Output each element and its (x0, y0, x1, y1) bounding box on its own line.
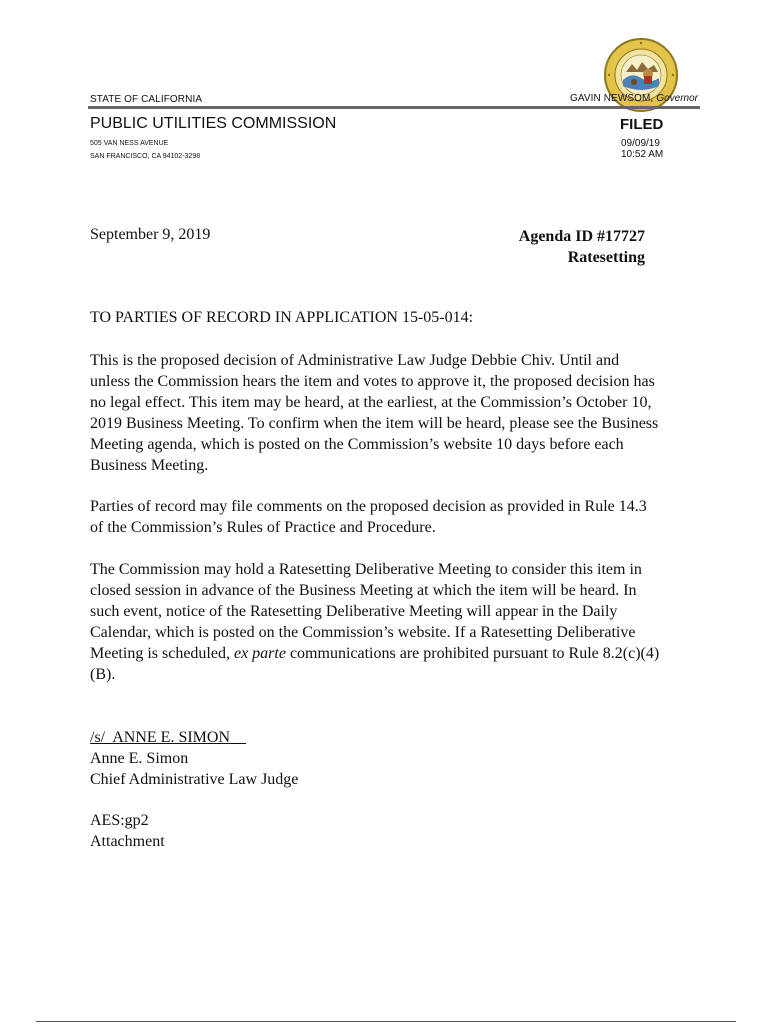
agenda-id: Agenda ID #17727 (518, 228, 645, 245)
paragraph-deliberative-text: The Commission may hold a Ratesetting Deliberative Meeting to consider this item in closed session in advance of the Business Meeting at which the item will be heard. In such event, notice of the Ratesetting Deliberative Meeting will appear in the Daily Calendar, which is posted on the Commission’s website. If a Ratesetting Deliberative Meeting is scheduled, (90, 561, 642, 662)
signer-name: Anne E. Simon (90, 750, 189, 767)
agenda-type: Ratesetting (567, 249, 645, 266)
governor-title: Governor (656, 93, 698, 104)
header-rule (88, 106, 700, 109)
reference-block (90, 810, 165, 852)
address-city: SAN FRANCISCO, CA 94102-3298 (90, 153, 201, 160)
signature-line: /s/ ANNE E. SIMON (90, 729, 247, 746)
signer-title: Chief Administrative Law Judge (90, 771, 299, 788)
page-bottom-rule (36, 1021, 736, 1022)
letter-date: September 9, 2019 (90, 226, 211, 243)
filed-date: 09/09/19 (621, 138, 660, 149)
address-street: 505 VAN NESS AVENUE (90, 140, 169, 147)
signature-block (90, 727, 298, 790)
agenda-block (519, 226, 645, 268)
agency-name: PUBLIC UTILITIES COMMISSION (90, 115, 337, 132)
filed-time: 10:52 AM (621, 149, 664, 160)
paragraph-comments: Parties of record may file comments on the proposed decision as provided in Rule 14.3 of the Commission’s Rules of Practice and Procedure. (90, 498, 647, 536)
ex-parte-term: ex parte (233, 645, 286, 662)
governor-name: GAVIN NEWSOM, (569, 93, 654, 104)
paragraph-deliberative-meeting (90, 559, 660, 685)
attachment-note: Attachment (90, 833, 165, 850)
reference-initials: AES:gp2 (90, 812, 149, 829)
salutation: TO PARTIES OF RECORD IN APPLICATION 15-05-014: (90, 309, 474, 326)
paragraph-deliberative-end: communications are prohibited pursuant to Rule 8.2(c)(4)(B). (90, 645, 660, 683)
filed-stamp-label: FILED (620, 116, 664, 133)
state-name: STATE OF CALIFORNIA (90, 94, 203, 105)
governor-line (570, 93, 698, 104)
paragraph-proposed-decision: This is the proposed decision of Administrative Law Judge Debbie Chiv. Until and unless the Commission hears the item and votes to approve it, the proposed decision has no legal effect. This item may be heard, at the earliest, at the Commission’s October 10, 2019 Business Meeting. To confirm when the item will be heard, please see the Business Meeting agenda, which is posted on the Commission’s website 10 days before each Business Meeting. (90, 352, 659, 474)
